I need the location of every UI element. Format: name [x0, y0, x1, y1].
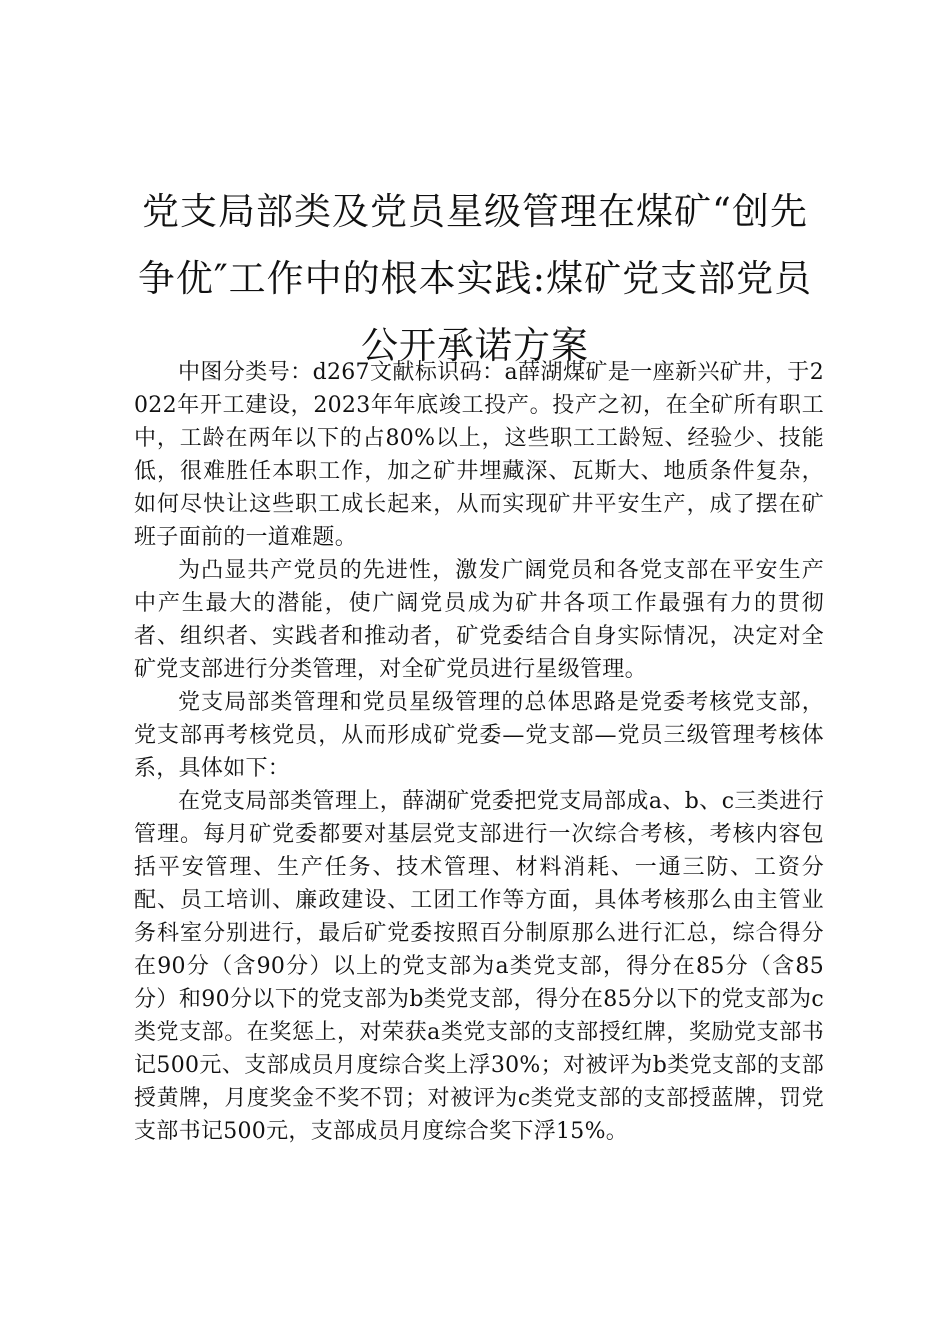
document-title: 党支局部类及党员星级管理在煤矿“创先争优″工作中的根本实践:煤矿党支部党员公开承诺方案	[137, 190, 813, 367]
document-body	[134, 356, 824, 1148]
paragraph-3: 党支局部类管理和党员星级管理的总体思路是党委考核党支部，党支部再考核党员，从而形成矿党委—党支部—党员三级管理考核体系，具体如下：	[134, 690, 824, 781]
paragraph-1: 中图分类号：d267文献标识码：a薛湖煤矿是一座新兴矿井，于2022年开工建设，2023年年底竣工投产。投产之初，在全矿所有职工中，工龄在两年以下的占80%以上，这些职工工龄短、经验少、技能低，很难胜任本职工作，加之矿井埋藏深、瓦斯大、地质条件复杂，如何尽快让这些职工成长起来，从而实现矿井平安生产，成了摆在矿班子面前的一道难题。	[134, 360, 824, 550]
paragraph-2: 为凸显共产党员的先进性，激发广阔党员和各党支部在平安生产中产生最大的潜能，使广阔党员成为矿井各项工作最强有力的贯彻者、组织者、实践者和推动者，矿党委结合自身实际情况，决定对全矿党支部进行分类管理，对全矿党员进行星级管理。	[134, 558, 824, 682]
paragraph-4: 在党支局部类管理上，薛湖矿党委把党支局部成a、b、c三类进行管理。每月矿党委都要对基层党支部进行一次综合考核，考核内容包括平安管理、生产任务、技术管理、材料消耗、一通三防、工资分配、员工培训、廉政建设、工团工作等方面，具体考核那么由主管业务科室分别进行，最后矿党委按照百分制原那么进行汇总，综合得分在90分（含90分）以上的党支部为a类党支部，得分在85分（含85分）和90分以下的党支部为b类党支部，得分在85分以下的党支部为c类党支部。在奖惩上，对荣获a类党支部的支部授红牌，奖励党支部书记500元、支部成员月度综合奖上浮30%；对被评为b类党支部的支部授黄牌，月度奖金不奖不罚；对被评为c类党支部的支部授蓝牌，罚党支部书记500元，支部成员月度综合奖下浮15%。	[134, 789, 824, 1144]
